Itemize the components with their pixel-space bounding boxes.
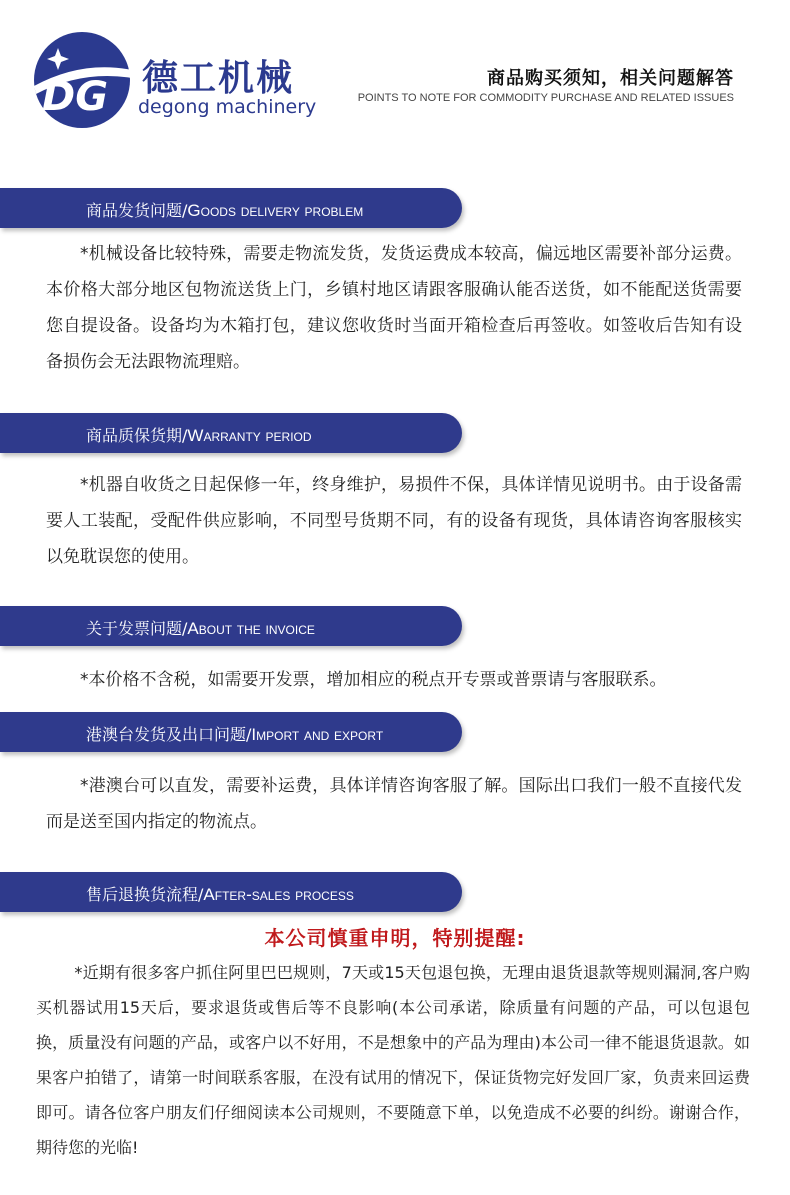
section-title: 商品发货问题/Goods delivery problem	[86, 201, 364, 220]
section-after-sales	[0, 872, 790, 1165]
section-delivery	[0, 188, 790, 380]
section-body: *机械设备比较特殊，需要走物流发货，发货运费成本较高，偏远地区需要补部分运费。本价格大部分地区包物流送货上门，乡镇村地区请跟客服确认能否送货，如不能配送货需要您自提设备。设备均为木箱打包，建议您收货时当面开箱检查后再签收。如签收后告知有设备损伤会无法跟物流理赔。	[46, 244, 742, 372]
section-import-export	[0, 712, 790, 840]
brand-name-cn: 德工机械	[142, 58, 295, 99]
section-body: *港澳台可以直发，需要补运费，具体详情咨询客服了解。国际出口我们一般不直接代发而是送至国内指定的物流点。	[46, 776, 742, 832]
section-body: *机器自收货之日起保修一年，终身维护，易损件不保，具体详情见说明书。由于设备需要人工装配，受配件供应影响，不同型号货期不同，有的设备有现货，具体请咨询客服核实以免耽误您的使用。	[46, 475, 742, 567]
section-invoice	[0, 606, 790, 698]
section-title: 商品质保货期/Warranty period	[86, 426, 312, 445]
page-header	[0, 0, 790, 165]
section-header-bar	[0, 188, 462, 228]
brand-name-en: degong machinery	[138, 96, 317, 118]
section-header-bar	[0, 606, 462, 646]
section-title: 售后退换货流程/After-sales process	[86, 885, 354, 904]
notice-title: 商品购买须知，相关问题解答	[487, 68, 734, 89]
section-header-bar	[0, 413, 462, 453]
warning-title: 本公司慎重申明，特别提醒:	[264, 926, 526, 950]
notice-subtitle: POINTS TO NOTE FOR COMMODITY PURCHASE AND RELATED ISSUES	[357, 92, 734, 104]
svg-text:DG: DG	[42, 74, 109, 120]
section-title: 关于发票问题/About the invoice	[86, 619, 315, 638]
section-body: *本价格不含税，如需要开发票，增加相应的税点开专票或普票请与客服联系。	[80, 670, 667, 690]
section-warranty	[0, 413, 790, 575]
section-header-bar	[0, 712, 462, 752]
section-title: 港澳台发货及出口问题/Import and export	[86, 725, 384, 744]
section-body: *近期有很多客户抓住阿里巴巴规则，7天或15天包退包换，无理由退货退款等规则漏洞,客户购买机器试用15天后，要求退货或售后等不良影响(本公司承诺，除质量有问题的产品，可以包退包换，质量没有问题的产品，或客户以不好用，不是想象中的产品为理由)本公司一律不能退货退款。如果客户拍错了，请第一时间联系客服，在没有试用的情况下，保证货物完好发回厂家，负责来回运费即可。请各位客户朋友们仔细阅读本公司规则，不要随意下单，以免造成不必要的纠纷。谢谢合作，期待您的光临!	[36, 963, 750, 1157]
dg-logo-icon	[28, 30, 136, 130]
section-header-bar	[0, 872, 462, 912]
